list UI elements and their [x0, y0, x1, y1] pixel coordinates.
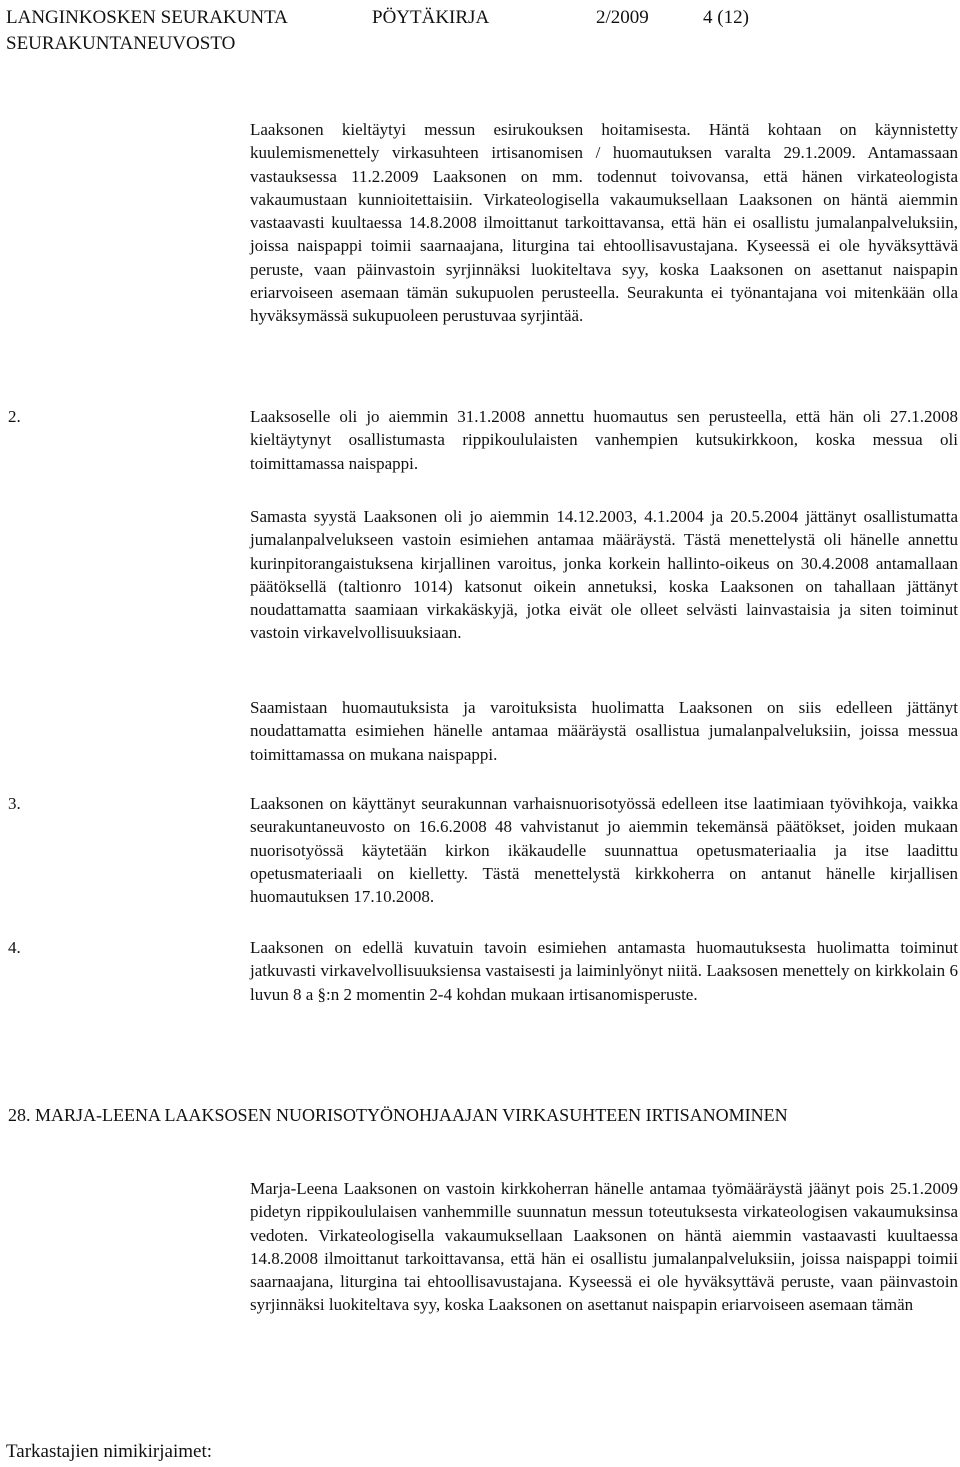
item-4-text: Laaksonen on edellä kuvatuin tavoin esimiehen antamasta huomautuksesta huolimatta toiminut jatkuvasti virkavelvollisuuksiensa vastaisesti ja laiminlyönyt niitä. Laaksosen menettely on kirkkolain 6 luvun 8 a §:n 2 momentin 2-4 kohdan mukaan irtisanomisperuste. [250, 938, 958, 1004]
section-28-title: 28. MARJA-LEENA LAAKSOSEN NUORISOTYÖNOHJAAJAN VIRKASUHTEEN IRTISANOMINEN [8, 1105, 788, 1125]
header-organization: LANGINKOSKEN SEURAKUNTA [6, 7, 288, 28]
item-2-paragraph-3: Saamistaan huomautuksista ja varoituksista huolimatta Laaksonen on siis edelleen jättänyt noudattamatta esimiehen hänelle antamaa määräystä osallistua jumalanpalveluksiin, joissa messua toimittamassa on mukana naispappi. [250, 698, 958, 764]
item-2-paragraph-2: Samasta syystä Laaksonen oli jo aiemmin 14.12.2003, 4.1.2004 ja 20.5.2004 jättänyt osallistumatta jumalanpalvelukseen vastoin esimiehen antamaa määräystä. Tästä menettelystä oli hänelle annettu kurinpitorangaistuksena kirjallinen varoitus, jonka korkein hallinto-oikeus on 30.4.2008 antamallaan päätöksellä (taltionro 1014) katsonut oikein annetuksi, koska Laaksonen on tahallaan jättänyt noudattamatta saamiaan virkakäskyjä, jotka eivät ole olleet selvästi lainvastaisia ja siten toiminut vastoin virkavelvollisuuksiaan. [250, 507, 958, 643]
item-3-number: 3. [8, 794, 21, 813]
header-document-type: PÖYTÄKIRJA [372, 7, 490, 28]
item-4-number: 4. [8, 938, 21, 957]
item-1-text: Laaksonen kieltäytyi messun esirukouksen hoitamisesta. Häntä kohtaan on käynnistetty kuulemismenettely virkasuhteen irtisanomisen / huomautuksen varalta 29.1.2009. Antamassaan vastauksessa 11.2.2009 Laaksonen on mm. todennut toivovansa, että hänen virkateologista vakaumustaan kunnioitettaisiin. Virkateologisella vakaumuksellaan Laaksonen on häntä aiemmin vastaavasti kuultaessa 14.8.2008 ilmoittanut tarkoittavansa, että hän ei osallistu jumalanpalveluksiin, joissa naispappi toimii saarnaajana, liturgina tai ehtoollisavustajana. Kyseessä ei ole hyväksyttävä peruste, vaan päinvastoin syrjinnäksi luokiteltava syy, koska Laaksonen on asettanut naispapin eriarvoiseen asemaan tämän sukupuolen perusteella. Seurakunta ei työnantajana voi mitenkään olla hyväksymässä sukupuoleen perustuvaa syrjintää. [250, 120, 958, 326]
section-28-text: Marja-Leena Laaksonen on vastoin kirkkoherran hänelle antamaa työmääräystä jäänyt pois 25.1.2009 pidetyn rippikoululaisen vanhemmille suunnatun messun toteutuksesta virkateologisen vakaumuksinsa vedoten. Virkateologisella vakaumuksellaan Laaksonen on häntä aiemmin vastaavasti kuultaessa 14.8.2008 ilmoittanut tarkoittavansa, että hän ei osallistu jumalanpalveluksiin, joissa naispappi toimii saarnaajana, liturgina tai ehtoollisavustajana. Kyseessä ei ole hyväksyttävä peruste, vaan päinvastoin syrjinnäksi luokiteltava syy, koska Laaksonen on asettanut naispapin eriarvoiseen asemaan tämän [250, 1179, 958, 1315]
header-body: SEURAKUNTANEUVOSTO [6, 33, 236, 54]
item-2-number: 2. [8, 407, 21, 426]
page-header [6, 5, 956, 57]
footer-initials-label: Tarkastajien nimikirjaimet: [6, 1441, 213, 1462]
header-document-number: 2/2009 [596, 7, 649, 28]
item-2-paragraph-1: Laaksoselle oli jo aiemmin 31.1.2008 annettu huomautus sen perusteella, että hän oli 27.1.2008 kieltäytynyt osallistumasta rippikoululaisten vanhempien kutsukirkkoon, koska messua oli toimittamassa naispappi. [250, 407, 958, 473]
header-page-number: 4 (12) [703, 7, 749, 28]
item-3-text: Laaksonen on käyttänyt seurakunnan varhaisnuorisotyössä edelleen itse laatimiaan työvihkoja, vaikka seurakuntaneuvosto on 16.6.2008 48 vahvistanut jo aiemmin tekemänsä päätökset, joiden mukaan nuorisotyössä käytetään kirkon ikäkaudelle suunnattua opetusmateriaalia ja itse laadittu opetusmateriaali on kielletty. Tästä menettelystä kirkkoherra on antanut hänelle kirjallisen huomautuksen 17.10.2008. [250, 794, 958, 907]
